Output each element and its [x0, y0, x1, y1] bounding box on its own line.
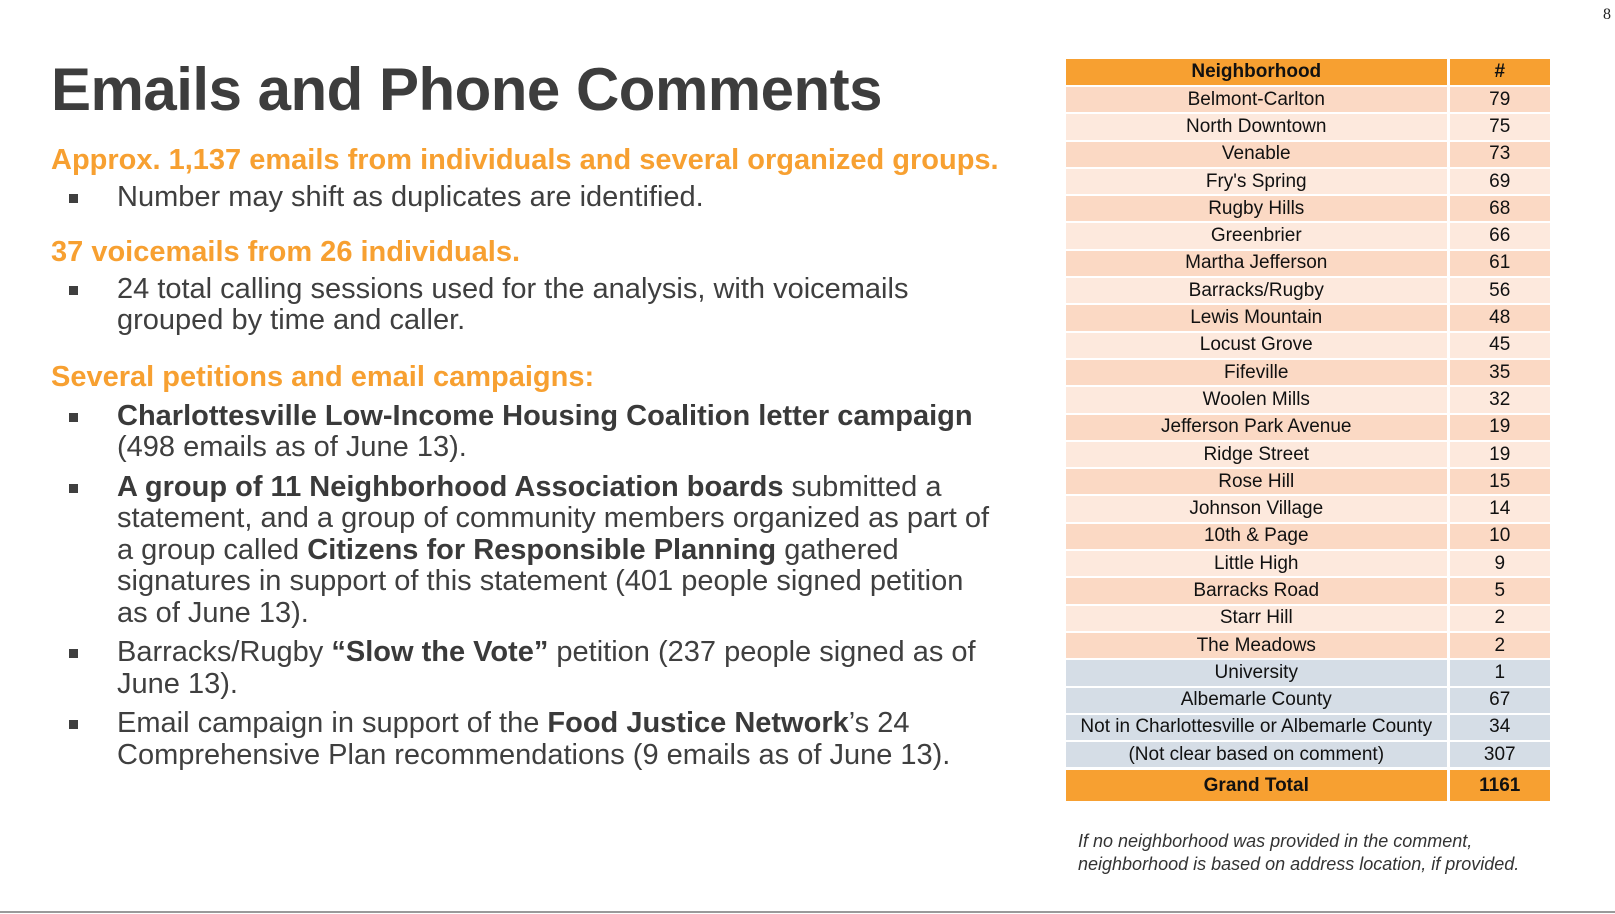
comment-count-cell: 15	[1448, 468, 1550, 495]
table-body	[1066, 86, 1550, 768]
bullet-item	[51, 182, 1001, 214]
voicemails-bullets	[51, 274, 1001, 337]
comment-count-cell: 1	[1448, 659, 1550, 686]
bullet-square-icon	[69, 720, 78, 729]
table-row	[1066, 714, 1550, 741]
neighborhood-name-cell: Rugby Hills	[1066, 195, 1448, 222]
grand-total-label: Grand Total	[1066, 768, 1448, 802]
table-row	[1066, 141, 1550, 168]
comment-count-cell: 35	[1448, 359, 1550, 386]
comment-count-cell: 32	[1448, 386, 1550, 413]
table-row	[1066, 250, 1550, 277]
table-row	[1066, 222, 1550, 249]
slide-title: Emails and Phone Comments	[51, 56, 883, 123]
bottom-divider	[0, 911, 1615, 913]
comment-count-cell: 9	[1448, 550, 1550, 577]
bullet-bold-text: Food Justice Network	[547, 707, 849, 739]
table-row	[1066, 359, 1550, 386]
table-row	[1066, 632, 1550, 659]
table-row	[1066, 741, 1550, 768]
neighborhood-name-cell: (Not clear based on comment)	[1066, 741, 1448, 768]
comment-count-cell: 34	[1448, 714, 1550, 741]
neighborhood-table	[1066, 59, 1550, 803]
neighborhood-name-cell: Rose Hill	[1066, 468, 1448, 495]
bullet-item	[51, 274, 1001, 337]
bullet-item	[51, 472, 1001, 630]
comment-count-cell: 19	[1448, 441, 1550, 468]
table-row	[1066, 523, 1550, 550]
bullet-bold-text: A group of 11 Neighborhood Association boards	[117, 470, 784, 503]
bullet-square-icon	[69, 413, 78, 422]
comment-count-cell: 79	[1448, 86, 1550, 113]
petitions-bullets	[51, 401, 1001, 772]
neighborhood-name-cell: 10th & Page	[1066, 523, 1448, 550]
neighborhood-name-cell: Jefferson Park Avenue	[1066, 414, 1448, 441]
table-row	[1066, 304, 1550, 331]
comment-count-cell: 2	[1448, 632, 1550, 659]
bullet-text: Email campaign in support of the	[117, 707, 548, 739]
neighborhood-name-cell: Johnson Village	[1066, 495, 1448, 522]
neighborhood-name-cell: Woolen Mills	[1066, 386, 1448, 413]
neighborhood-name-cell: University	[1066, 659, 1448, 686]
neighborhood-name-cell: Barracks/Rugby	[1066, 277, 1448, 304]
content-column	[51, 52, 1001, 771]
neighborhood-name-cell: Barracks Road	[1066, 577, 1448, 604]
comment-count-cell: 307	[1448, 741, 1550, 768]
bullet-square-icon	[69, 194, 78, 203]
comment-count-cell: 75	[1448, 113, 1550, 140]
column-header-neighborhood: Neighborhood	[1066, 59, 1448, 86]
table-row	[1066, 113, 1550, 140]
neighborhood-name-cell: Little High	[1066, 550, 1448, 577]
comment-count-cell: 10	[1448, 523, 1550, 550]
bullet-bold-text: Charlottesville Low-Income Housing Coalition letter campaign	[117, 399, 973, 432]
table-row	[1066, 550, 1550, 577]
bullet-square-icon	[69, 484, 78, 493]
bullet-text: Number may shift as duplicates are identified.	[117, 181, 704, 213]
petitions-heading: Several petitions and email campaigns:	[51, 360, 595, 393]
neighborhood-name-cell: Fifeville	[1066, 359, 1448, 386]
table-row	[1066, 468, 1550, 495]
bullet-text: 24 total calling sessions used for the analysis, with voicemails grouped by time and caller.	[117, 272, 909, 336]
neighborhood-name-cell: North Downtown	[1066, 113, 1448, 140]
table-row	[1066, 332, 1550, 359]
table-row	[1066, 386, 1550, 413]
grand-total-row	[1066, 768, 1550, 802]
table-row	[1066, 441, 1550, 468]
bullet-square-icon	[69, 649, 78, 658]
neighborhood-name-cell: Lewis Mountain	[1066, 304, 1448, 331]
table-row	[1066, 687, 1550, 714]
bullet-item	[51, 637, 1001, 700]
table-row	[1066, 577, 1550, 604]
emails-bullets	[51, 182, 1001, 214]
table-row	[1066, 414, 1550, 441]
table-row	[1066, 86, 1550, 113]
bullet-bold-text: “Slow the Vote”	[331, 636, 549, 668]
comment-count-cell: 14	[1448, 495, 1550, 522]
bullet-text: (498 emails as of June 13).	[117, 431, 467, 463]
comment-count-cell: 66	[1448, 222, 1550, 249]
bullet-square-icon	[69, 286, 78, 295]
column-header-count: #	[1448, 59, 1550, 86]
comment-count-cell: 67	[1448, 687, 1550, 714]
neighborhood-name-cell: The Meadows	[1066, 632, 1448, 659]
neighborhood-name-cell: Venable	[1066, 141, 1448, 168]
table-row	[1066, 195, 1550, 222]
table-footnote: If no neighborhood was provided in the comment, neighborhood is based on address location, if provided.	[1078, 831, 1520, 874]
comment-count-cell: 56	[1448, 277, 1550, 304]
neighborhood-name-cell: Albemarle County	[1066, 687, 1448, 714]
comment-count-cell: 19	[1448, 414, 1550, 441]
bullet-item	[51, 708, 1001, 771]
table-row	[1066, 659, 1550, 686]
neighborhood-name-cell: Not in Charlottesville or Albemarle County	[1066, 714, 1448, 741]
neighborhood-table-container	[1066, 59, 1550, 803]
emails-heading: Approx. 1,137 emails from individuals and several organized groups.	[51, 144, 999, 176]
table-row	[1066, 605, 1550, 632]
comment-count-cell: 68	[1448, 195, 1550, 222]
neighborhood-name-cell: Locust Grove	[1066, 332, 1448, 359]
table-row	[1066, 495, 1550, 522]
comment-count-cell: 45	[1448, 332, 1550, 359]
page-number: 8	[1603, 6, 1611, 23]
comment-count-cell: 69	[1448, 168, 1550, 195]
bullet-text: petition (237 people signed as of June 13).	[117, 636, 976, 700]
comment-count-cell: 48	[1448, 304, 1550, 331]
bullet-bold-text: Citizens for Responsible Planning	[307, 533, 777, 566]
comment-count-cell: 61	[1448, 250, 1550, 277]
table-header-row	[1066, 59, 1550, 86]
table-row	[1066, 277, 1550, 304]
comment-count-cell: 5	[1448, 577, 1550, 604]
neighborhood-name-cell: Belmont-Carlton	[1066, 86, 1448, 113]
bullet-text: submitted a statement, and a group of community members organized as part of a group called	[117, 470, 990, 566]
voicemails-heading: 37 voicemails from 26 individuals.	[51, 235, 521, 268]
grand-total-value: 1161	[1448, 768, 1550, 802]
neighborhood-name-cell: Martha Jefferson	[1066, 250, 1448, 277]
neighborhood-name-cell: Greenbrier	[1066, 222, 1448, 249]
neighborhood-name-cell: Starr Hill	[1066, 605, 1448, 632]
bullet-text: ’s 24 Comprehensive Plan recommendations (9 emails as of June 13).	[117, 707, 951, 771]
bullet-item	[51, 401, 1001, 464]
bullet-text: gathered signatures in support of this statement (401 people signed petition as of June 13).	[117, 533, 964, 629]
bullet-text: Barracks/Rugby	[117, 636, 332, 668]
comment-count-cell: 73	[1448, 141, 1550, 168]
table-row	[1066, 168, 1550, 195]
comment-count-cell: 2	[1448, 605, 1550, 632]
neighborhood-name-cell: Fry's Spring	[1066, 168, 1448, 195]
neighborhood-name-cell: Ridge Street	[1066, 441, 1448, 468]
